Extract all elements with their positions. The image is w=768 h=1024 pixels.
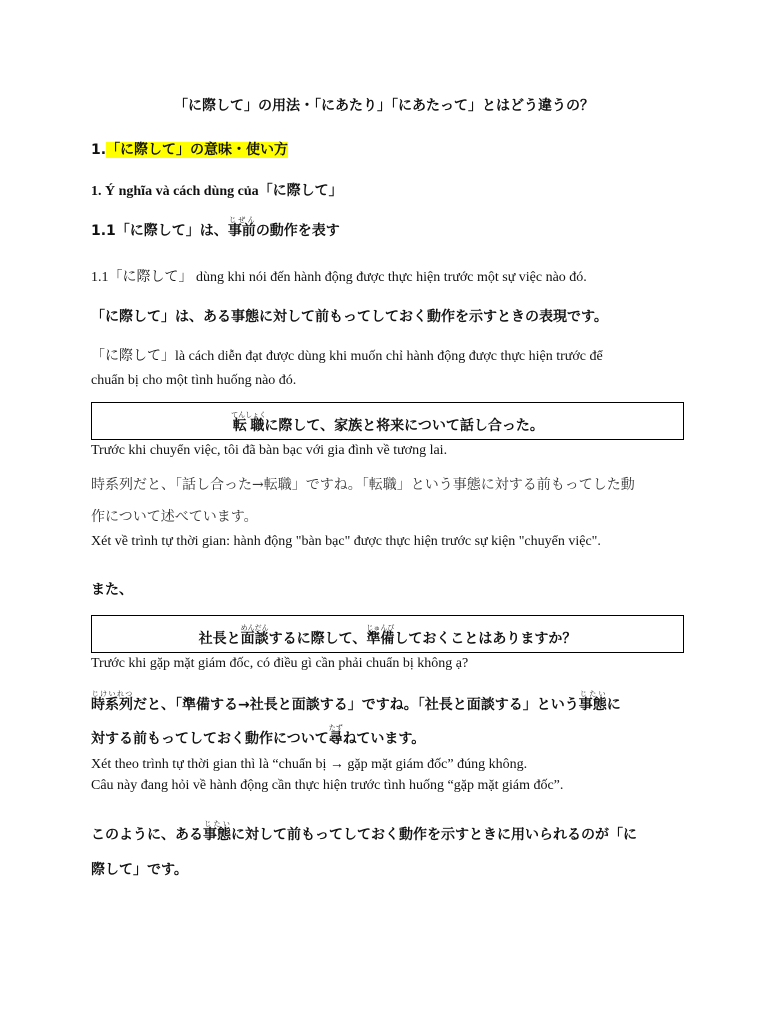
ruby-mendan	[240, 624, 269, 647]
page-title: 「に際して」の用法・「にあたり」「にあたって」とはどう違うの？	[174, 98, 594, 114]
definition-vi-line-2: chuẩn bị cho một tình huống nào đó.	[91, 373, 297, 388]
example-1-suffix: に際して、家族と将来について話し合った。	[264, 418, 544, 434]
heading-2	[91, 216, 340, 240]
heading-1-translation: 1. Ý nghĩa và cách dùng của「に際して」	[91, 184, 343, 199]
example-1-note-line-1: 時系列だと、「話し合った→転職」ですね。「転職」という事態に対する前もってした動	[91, 477, 635, 493]
ruby-reading: たず	[328, 724, 343, 732]
ruby-base: 尋	[328, 731, 343, 747]
heading-2-prefix: 1.1「に際して」は、	[91, 223, 228, 239]
ruby-base: 転職	[231, 418, 267, 434]
example-box-2	[91, 615, 684, 653]
ruby-jikeiretsu	[91, 690, 133, 713]
ruby-tazu	[328, 724, 343, 747]
ruby-reading: めんだん	[240, 624, 269, 632]
ruby-base: 準備	[366, 631, 395, 647]
note-part-1: だと、「準備する→社長と面談する」ですね。「社長と面談する」という	[133, 697, 579, 713]
ruby-reading: じぜん	[227, 216, 256, 224]
ruby-reading: じけいれつ	[91, 690, 133, 698]
ruby-tenshoku	[231, 411, 267, 434]
example-1-translation: Trước khi chuyển việc, tôi đã bàn bạc với gia đình về tương lai.	[91, 443, 448, 458]
example-2-part-1: 社長と	[198, 631, 241, 647]
example-2-note-translation-1: Xét theo trình tự thời gian thì là “chuẩn bị → gặp mặt giám đốc” đúng không.	[91, 757, 528, 772]
heading-2-translation: 1.1「に際して」 dùng khi nói đến hành động được thực hiện trước một sự việc nào đó.	[91, 270, 587, 285]
example-2-sentence	[92, 624, 683, 648]
ruby-reading: じたい	[203, 820, 231, 828]
ruby-reading: てんしょく	[231, 411, 267, 419]
mata-text: また、	[91, 582, 133, 598]
example-2-note-translation-2: Câu này đang hỏi về hành động cần thực hiện trước tình huống “gặp mặt giám đốc”.	[91, 778, 564, 793]
ruby-jitai	[578, 690, 607, 713]
example-2-translation: Trước khi gặp mặt giám đốc, có điều gì cần phải chuẩn bị không ạ?	[91, 656, 469, 671]
ruby-base: 事態	[203, 827, 231, 843]
ruby-jizen	[227, 216, 256, 239]
conclusion-line-2: 際して」です。	[91, 862, 188, 878]
example-1-sentence	[92, 411, 683, 435]
note-2-part-1: 対する前もってしておく動作について	[91, 731, 329, 747]
example-box-1	[91, 402, 684, 440]
example-2-note-line-2	[91, 724, 425, 748]
ruby-base: 事態	[578, 697, 607, 713]
ruby-base: 時系列	[91, 697, 133, 713]
ruby-base: 面談	[240, 631, 269, 647]
ruby-jitai-2	[203, 820, 231, 843]
example-1-note-line-2: 作について述べています。	[91, 509, 258, 525]
heading-1-highlight: 「に際して」の意味・使い方	[106, 142, 289, 158]
ruby-base: 事前	[227, 223, 256, 239]
conclusion-line-1	[91, 820, 637, 844]
conclusion-part-1: このように、ある	[91, 827, 203, 843]
conclusion-part-2: に対して前もってしておく動作を示すときに用いられるのが「に	[231, 827, 637, 843]
definition-vi-line-1: 「に際して」là cách diễn đạt được dùng khi muốn chỉ hành động được thực hiện trước để	[91, 349, 603, 364]
note-2-part-2: ねています。	[342, 731, 426, 747]
example-1-note-translation: Xét về trình tự thời gian: hành động "bàn bạc" được thực hiện trước sự kiện "chuyển việc".	[91, 534, 601, 549]
heading-1-number: 1.	[91, 142, 107, 158]
example-2-note-line-1	[91, 690, 621, 714]
ruby-junbi	[366, 624, 395, 647]
note-part-2: に	[606, 697, 621, 713]
heading-2-suffix: の動作を表す	[255, 223, 340, 239]
example-2-part-2: するに際して、	[268, 631, 367, 647]
heading-1	[91, 139, 288, 159]
ruby-reading: じたい	[578, 690, 607, 698]
example-2-part-3: しておくことはありますか？	[394, 631, 577, 647]
ruby-reading: じゅんび	[366, 624, 395, 632]
definition-jp: 「に際して」は、ある事態に対して前もってしておく動作を示すときの表現です。	[91, 309, 608, 325]
